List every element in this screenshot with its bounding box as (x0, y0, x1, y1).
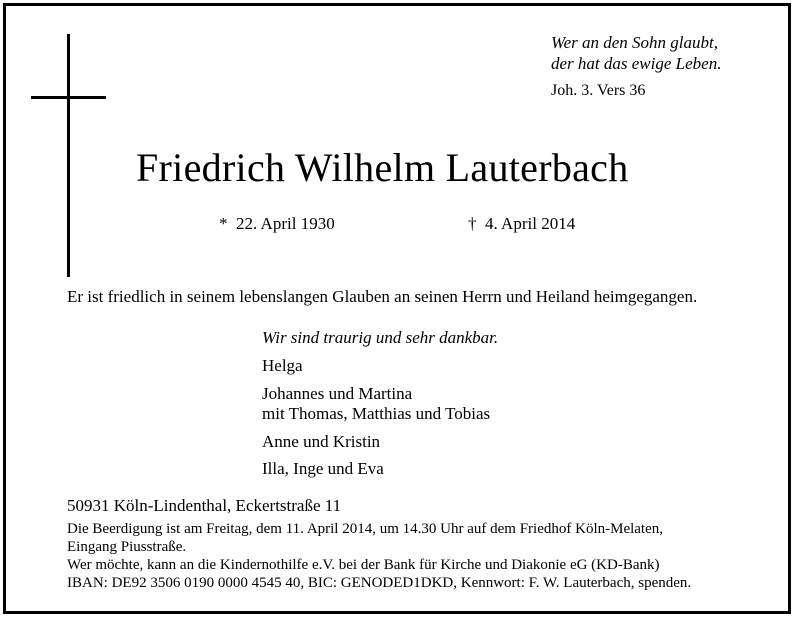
funeral-info-line: Eingang Piusstraße. (67, 539, 187, 555)
bible-verse-reference: Joh. 3. Vers 36 (551, 82, 646, 99)
birth-date (219, 214, 335, 234)
funeral-info-line: Die Beerdigung ist am Freitag, dem 11. April 2014, um 14.30 Uhr auf dem Friedhof Köln-Melaten, (67, 521, 664, 537)
death-date-text: 4. April 2014 (485, 214, 576, 233)
mourner-name: Anne und Kristin (262, 432, 381, 451)
funeral-info-line: Wer möchte, kann an die Kindernothilfe e.V. bei der Bank für Kirche und Diakonie eG (KD-Bank) (67, 557, 660, 573)
funeral-info-line: IBAN: DE92 3506 0190 0000 4545 40, BIC: GENODED1DKD, Kennwort: F. W. Lauterbach, spenden. (67, 575, 692, 591)
bible-verse-line: Wer an den Sohn glaubt, (551, 33, 719, 52)
funeral-info (67, 520, 691, 592)
faith-statement: Er ist friedlich in seinem lebenslangen Glauben an seinen Herrn und Heiland heimgegangen. (67, 287, 698, 306)
birth-date-text: 22. April 1930 (236, 214, 335, 233)
deceased-name: Friedrich Wilhelm Lauterbach (136, 145, 629, 190)
family-address: 50931 Köln-Lindenthal, Eckertstraße 11 (67, 496, 342, 515)
cross-icon (67, 34, 70, 277)
bible-verse (551, 32, 721, 74)
mourner-name: Illa, Inge und Eva (262, 459, 384, 478)
mourners-intro: Wir sind traurig und sehr dankbar. (262, 328, 499, 347)
birth-symbol: * (219, 214, 228, 233)
mourner-name: mit Thomas, Matthias und Tobias (262, 404, 491, 423)
death-symbol: † (468, 214, 477, 233)
cross-icon-bar (31, 96, 106, 99)
mourner-name: Helga (262, 356, 303, 375)
death-date (468, 214, 575, 234)
bible-verse-line: der hat das ewige Leben. (551, 54, 722, 73)
mourner-name: Johannes und Martina (262, 384, 413, 403)
